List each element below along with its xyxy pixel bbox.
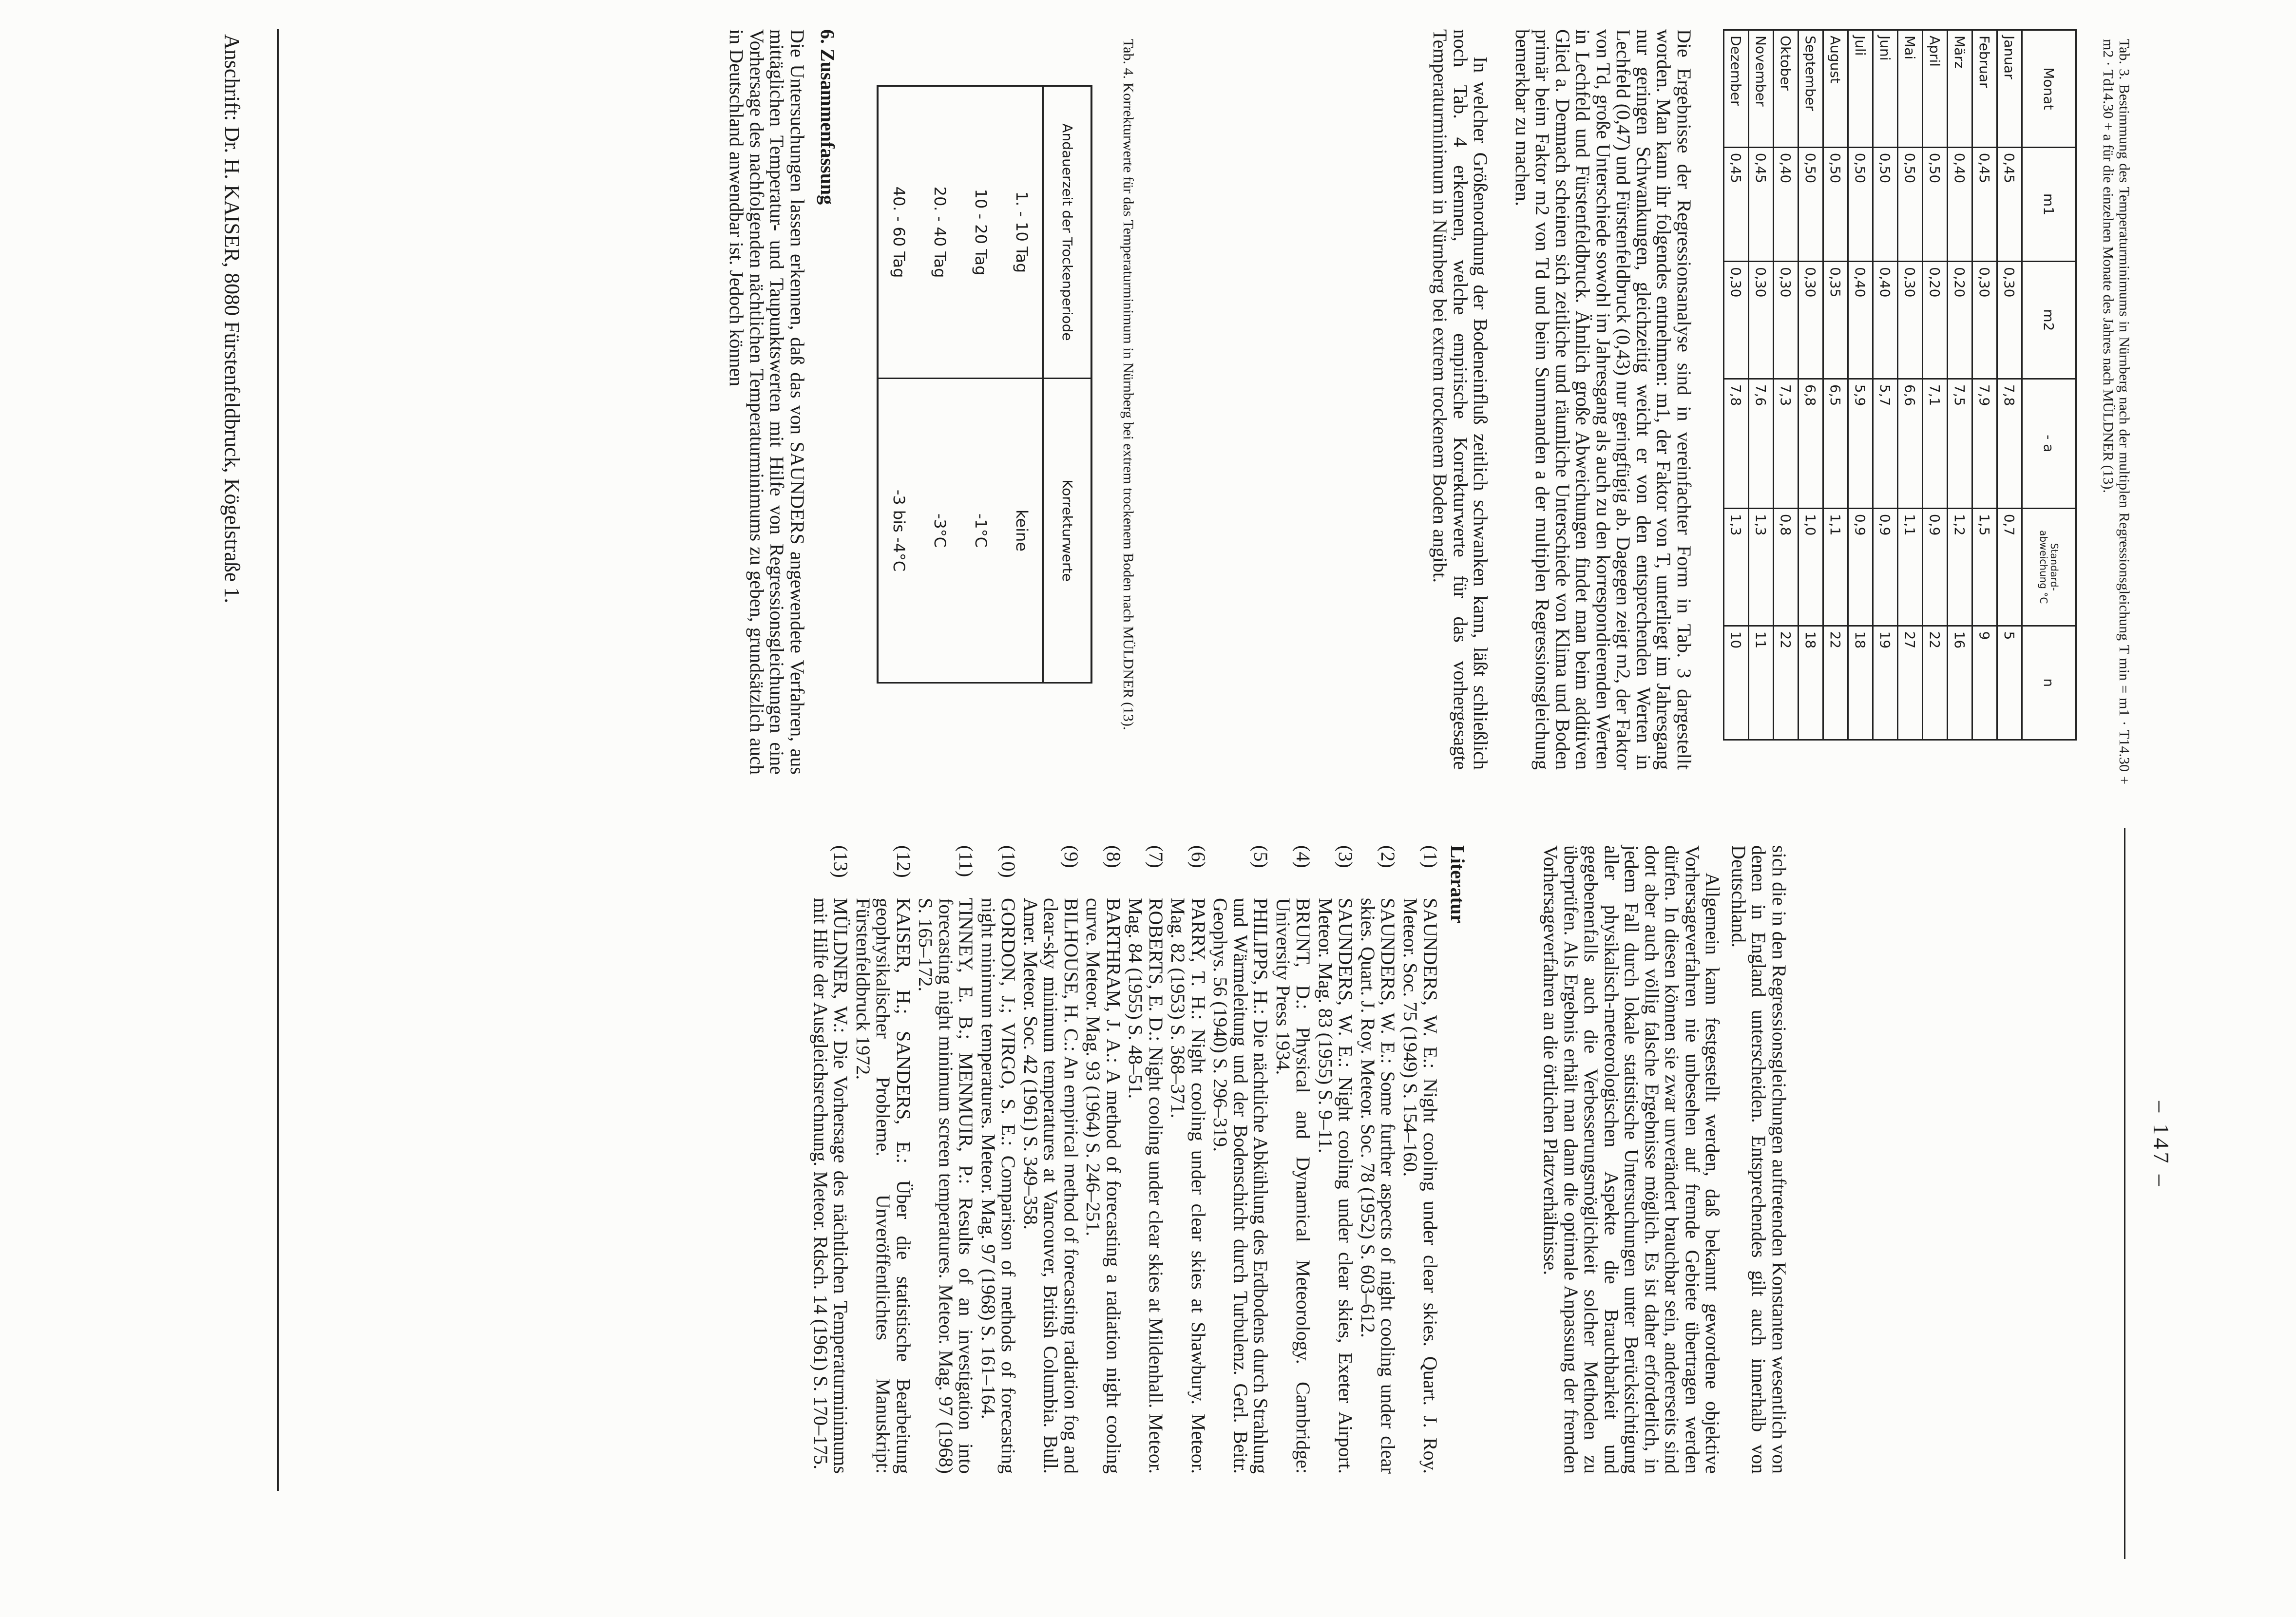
reference-text: TINNEY, E. B.; MENMUIR, P.: Results of an investigation into forecasting night minimum screen temperatures. Meteor. Mag. 97 (1968) S. 165–172. <box>915 898 977 1474</box>
reference-number: (2) <box>1377 845 1399 868</box>
table3-cell: 0,40 <box>1948 147 1972 261</box>
reference-item <box>978 845 1019 1474</box>
table3-row <box>1823 30 1848 740</box>
reference-item <box>1273 845 1314 1474</box>
reference-number: (1) <box>1419 845 1442 868</box>
table3-cell: 7,1 <box>1923 379 1948 508</box>
right-paragraph-2: Allgemein kann festgestellt werden, daß bekannt gewordene objektive Vorhersageverfahren nie unbesehen auf fremde Gebiete übertragen werden dürfen. In diesen können sie zwar unverändert brauchbar sein, andererseits sind dort aber auch völlig falsche Ergebnisse möglich. Es ist daher erforderlich, in jedem Fall durch lokale statistische Untersuchungen unter Berücksichtigung aller physikalisch-meteorologischen Aspekte die Brauchbarkeit und gegebenenfalls auch die Verbesserungsmöglichkeit solcher Methoden zu überprüfen. Als Ergebnis erhält man dann die optimale Anpassung der fremden Vorhersageverfahren an die örtlichen Platzverhältnisse. <box>1540 845 1724 1474</box>
table3-cell: Juli <box>1848 30 1873 148</box>
table4-cell: 20. - 40 Tag <box>919 86 960 379</box>
reference-item <box>853 845 914 1474</box>
table3-cell: 22 <box>1774 626 1799 740</box>
reference-item <box>1021 845 1082 1474</box>
table3-row <box>1799 30 1823 740</box>
table3-cell: 5,7 <box>1873 379 1898 508</box>
reference-item <box>1400 845 1441 1474</box>
table3-cell: 1,1 <box>1823 508 1848 626</box>
table3-cell: 0,45 <box>1724 147 1749 261</box>
table3-cell: 0,50 <box>1848 147 1873 261</box>
table4-cell: -1°C <box>960 379 1001 683</box>
table3-row <box>1749 30 1774 740</box>
table3-cell: 0,50 <box>1799 147 1823 261</box>
table4-row <box>1001 86 1043 683</box>
table3-cell: 0,30 <box>1799 262 1823 379</box>
table3-cell: 0,40 <box>1848 262 1873 379</box>
reference-item <box>1168 845 1208 1474</box>
right-paragraph-1: sich die in den Regressionsgleichungen auftretenden Konstanten wesentlich von denen in England unterscheiden. Entsprechendes gilt auch innerhalb von Deutschland. <box>1728 845 1790 1474</box>
table3-cell: 0,20 <box>1923 262 1948 379</box>
reference-item <box>1210 845 1271 1474</box>
table3-row <box>1948 30 1972 740</box>
table3-row <box>1848 30 1873 740</box>
reference-number: (3) <box>1335 845 1357 868</box>
reference-number: (8) <box>1103 845 1125 868</box>
table4-cell: keine <box>1001 379 1043 683</box>
table4-caption: Tab. 4. Korrekturwerte für das Temperaturminimum in Nürnberg bei extrem trockenem Boden nach MÜLDNER (13). <box>1120 39 1136 730</box>
table3-cell: Januar <box>1997 30 2022 148</box>
table3-cell: 7,9 <box>1972 379 1997 508</box>
left-paragraph-2: In welcher Größenordnung der Bodeneinfluß zeitlich schwanken kann, läßt schließlich noch Tab. 4 erkennen, welche empirische Korrekturwerte für das vorhergesagte Temperaturminimum in Nürnberg bei extrem trockenem Boden angibt. <box>1429 29 1492 770</box>
table3-header-a: - a <box>2022 379 2076 508</box>
table4-cell: 10 - 20 Tag <box>960 86 1001 379</box>
reference-number: (10) <box>997 845 1020 878</box>
reference-text: PARRY, T. H.: Night cooling under clear skies at Shawbury. Meteor. Mag. 82 (1953) S. 368–371. <box>1167 898 1209 1474</box>
table3-header-std: Standard-abweichung °C <box>2022 508 2076 626</box>
table3-header-m2: m2 <box>2022 262 2076 379</box>
table3-cell: 0,30 <box>1972 262 1997 379</box>
table3-cell: 22 <box>1923 626 1948 740</box>
reference-number: (6) <box>1187 845 1209 868</box>
references <box>809 845 1468 1474</box>
reference-number: (13) <box>830 845 852 878</box>
reference-item <box>1316 845 1356 1474</box>
table3-header-month: Monat <box>2022 30 2076 148</box>
table3-cell: 9 <box>1972 626 1997 740</box>
table3-cell: 6,6 <box>1898 379 1923 508</box>
table3-cell: 1,3 <box>1749 508 1774 626</box>
table3-cell: 1,0 <box>1799 508 1823 626</box>
table3-cell: 7,3 <box>1774 379 1799 508</box>
table4-row <box>919 86 960 683</box>
table3-cell: 0,50 <box>1823 147 1848 261</box>
references-title: Literatur <box>1447 845 1469 923</box>
table3-caption: Tab. 3. Bestimmung des Temperaturminimums in Nürnberg nach der multiplen Regressionsgleichung T min = m1 · T14.30 + m2 · Td14.30 + a für die einzelnen Monate des Jahres nach MÜLDNER (13). <box>2100 39 2132 784</box>
reference-item <box>1083 845 1124 1474</box>
table3-cell: 1,3 <box>1724 508 1749 626</box>
table3-header-n: n <box>2022 626 2076 740</box>
table4-row <box>960 86 1001 683</box>
table3-row <box>1724 30 1749 740</box>
table4-cell: -3 bis -4°C <box>878 379 919 683</box>
table3-cell: 7,8 <box>1997 379 2022 508</box>
reference-number: (9) <box>1060 845 1082 868</box>
table3-row <box>1997 30 2022 740</box>
table3-cell: März <box>1948 30 1972 148</box>
table3-cell: 0,50 <box>1898 147 1923 261</box>
table3-row <box>1774 30 1799 740</box>
table3-cell: 5 <box>1997 626 2022 740</box>
table3-cell: 0,40 <box>1774 147 1799 261</box>
reference-number: (11) <box>955 845 977 877</box>
top-rule-right <box>2124 828 2125 1559</box>
table3-cell: 7,8 <box>1724 379 1749 508</box>
page-number: – 147 – <box>2149 1101 2174 1189</box>
table4-cell: 40. - 60 Tag <box>878 86 919 379</box>
table3-cell: 0,45 <box>1972 147 1997 261</box>
reference-item <box>916 845 976 1474</box>
reference-number: (7) <box>1145 845 1167 868</box>
table3-cell: September <box>1799 30 1823 148</box>
table4 <box>877 85 1092 684</box>
reference-text: BRUNT, D.: Physical and Dynamical Meteorology. Cambridge: University Press 1934. <box>1272 898 1315 1474</box>
table3-cell: November <box>1749 30 1774 148</box>
table3-row <box>1923 30 1948 740</box>
table3-cell: 0,35 <box>1823 262 1848 379</box>
table3 <box>1723 29 2077 741</box>
table3-cell: April <box>1923 30 1948 148</box>
reference-text: BARTHRAM, J. A.: A method of forecasting a radiation night cooling curve. Meteor. Mag. 93 (1964) S. 246–251. <box>1082 898 1125 1474</box>
reference-item <box>811 845 851 1474</box>
table3-cell: Dezember <box>1724 30 1749 148</box>
table3-cell: 0,30 <box>1749 262 1774 379</box>
table3-cell: 18 <box>1848 626 1873 740</box>
reference-text: BILHOUSE, H. C.: An empirical method of forecasting radiation fog and clear-sky minimum temperatures at Vancouver, British Columbia. Bull. Amer. Meteor. Soc. 42 (1961) S. 349–358. <box>1020 898 1082 1474</box>
table3-row <box>1873 30 1898 740</box>
table3-cell: 1,5 <box>1972 508 1997 626</box>
reference-number: (4) <box>1292 845 1315 868</box>
table3-cell: 7,6 <box>1749 379 1774 508</box>
table3-cell: 0,7 <box>1997 508 2022 626</box>
table3-cell: 1,2 <box>1948 508 1972 626</box>
reference-number: (12) <box>893 845 915 878</box>
table3-cell: 0,45 <box>1997 147 2022 261</box>
table3-cell: 0,9 <box>1873 508 1898 626</box>
table3-cell: Mai <box>1898 30 1923 148</box>
summary-heading: 6. Zusammenfassung <box>817 29 839 205</box>
table3-cell: 0,40 <box>1873 262 1898 379</box>
table4-cell: -3°C <box>919 379 960 683</box>
table3-cell: 0,30 <box>1997 262 2022 379</box>
table3-header-m1: m1 <box>2022 147 2076 261</box>
table3-cell: 6,5 <box>1823 379 1848 508</box>
table3-cell: 0,9 <box>1923 508 1948 626</box>
table4-header-duration: Andauerzeit der Trockenperiode <box>1043 86 1092 379</box>
table4-header-correction: Korrekturwerte <box>1043 379 1092 683</box>
reference-text: SAUNDERS, W. E.: Some further aspects of night cooling under clear skies. Quart. J. Roy. Meteor. Soc. 78 (1952) S. 603–612. <box>1357 898 1399 1474</box>
table3-cell: 16 <box>1948 626 1972 740</box>
left-column-text <box>1430 29 1694 770</box>
summary-paragraph: Die Untersuchungen lassen erkennen, daß das von SAUNDERS angewendete Verfahren, aus mittäglichen Temperatur- und Taupunktswerten mit Hilfe von Regressionsgleichungen eine Vorhersage des nachfolgenden nächtlichen Temperaturminimums zu geben, grundsätzlich auch in Deutschland anwendbar ist. Jedoch können <box>726 29 808 775</box>
table3-cell: 7,5 <box>1948 379 1972 508</box>
table3-cell: 6,8 <box>1799 379 1823 508</box>
left-paragraph-1: Die Ergebnisse der Regressionsanalyse sind in vereinfachter Form in Tab. 3 dargestellt worden. Man kann ihr folgendes entnehmen: m1, der Faktor von T, unterliegt im Jahresgang nur geringen Schwankungen, gleichzeitig weicht er von den entsprechenden Werten in Lechfeld (0,47) und Fürstenfeldbruck (0,43) nur geringfügig ab. Dagegen zeigt m2, der Faktor von Td, große Unterschiede sowohl im Jahresgang als auch zu den korrespondierenden Werten in Lechfeld und Fürstenfeldbruck. Ähnlich große Abweichungen findet man beim additiven Glied a. Demnach scheinen sich zeitliche und räumliche Unterschiede von Klima und Boden primär beim Faktor m2 von Td und beim Summanden a der multiplen Regressionsgleichung bemerkbar zu machen. <box>1512 29 1695 770</box>
table3-cell: 0,30 <box>1774 262 1799 379</box>
table3-cell: August <box>1823 30 1848 148</box>
reference-text: GORDON, J.; VIRGO, S. E.: Comparison of methods of forecasting night minimum temperatures. Meteor. Mag. 97 (1968) S. 161–164. <box>977 898 1020 1474</box>
table3-cell: 11 <box>1749 626 1774 740</box>
bottom-rule <box>277 29 279 1491</box>
reference-text: KAISER, H.; SANDERS, E.: Über die statistische Bearbeitung geophysikalischer Probleme. Unveröffentlichtes Manuskript: Fürstenfeldbruck 1972. <box>852 898 915 1474</box>
summary-text <box>727 29 807 775</box>
reference-item <box>1358 845 1398 1474</box>
table3-cell: 0,45 <box>1749 147 1774 261</box>
table3-header-row <box>2022 30 2076 740</box>
reference-number: (5) <box>1250 845 1272 868</box>
table4-header-row <box>1043 86 1092 683</box>
table3-cell: Oktober <box>1774 30 1799 148</box>
reference-text: ROBERTS, E. D.: Night cooling under clear skies at Mildenhall. Meteor. Mag. 84 (1955) S. 48–51. <box>1125 898 1167 1474</box>
reference-text: MÜLDNER, W.: Die Vorhersage des nächtlichen Temperaturminimums mit Hilfe der Ausgleichsrechnung. Meteor. Rdsch. 14 (1961) S. 170–175. <box>810 898 852 1474</box>
table4-row <box>878 86 919 683</box>
reference-item <box>1126 845 1166 1474</box>
table3-row <box>1898 30 1923 740</box>
table3-cell: 18 <box>1799 626 1823 740</box>
table3-cell: 19 <box>1873 626 1898 740</box>
table3-cell: 0,8 <box>1774 508 1799 626</box>
table3-cell: 22 <box>1823 626 1848 740</box>
table3-cell: 0,50 <box>1873 147 1898 261</box>
table3-cell: 0,30 <box>1898 262 1923 379</box>
table3-cell: 5,9 <box>1848 379 1873 508</box>
table3-cell: 27 <box>1898 626 1923 740</box>
table3-cell: 10 <box>1724 626 1749 740</box>
table3-cell: Februar <box>1972 30 1997 148</box>
reference-text: SAUNDERS, W. E.: Night cooling under clear skies, Exeter Airport. Meteor. Mag. 83 (1955) S. 9–11. <box>1315 898 1357 1474</box>
table3-row <box>1972 30 1997 740</box>
author-address: Anschrift: Dr. H. KAISER, 8080 Fürstenfeldbruck, Kögelstraße 1. <box>220 34 244 604</box>
table3-cell: 0,50 <box>1923 147 1948 261</box>
table3-cell: Juni <box>1873 30 1898 148</box>
table3-cell: 0,20 <box>1948 262 1972 379</box>
right-column-text <box>1541 845 1789 1474</box>
table3-cell: 0,9 <box>1848 508 1873 626</box>
table3-cell: 0,30 <box>1724 262 1749 379</box>
reference-text: SAUNDERS, W. E.: Night cooling under clear skies. Quart. J. Roy. Meteor. Soc. 75 (1949) S. 154–160. <box>1399 898 1442 1474</box>
table3-cell: 1,1 <box>1898 508 1923 626</box>
table4-cell: 1. - 10 Tag <box>1001 86 1043 379</box>
reference-text: PHILIPPS, H.: Die nächtliche Abkühlung des Erdbodens durch Strahlung und Wärmeleitung und der Bodenschicht durch Turbulenz. Gerl. Beitr. Geophys. 56 (1940) S. 296–319. <box>1209 898 1272 1474</box>
